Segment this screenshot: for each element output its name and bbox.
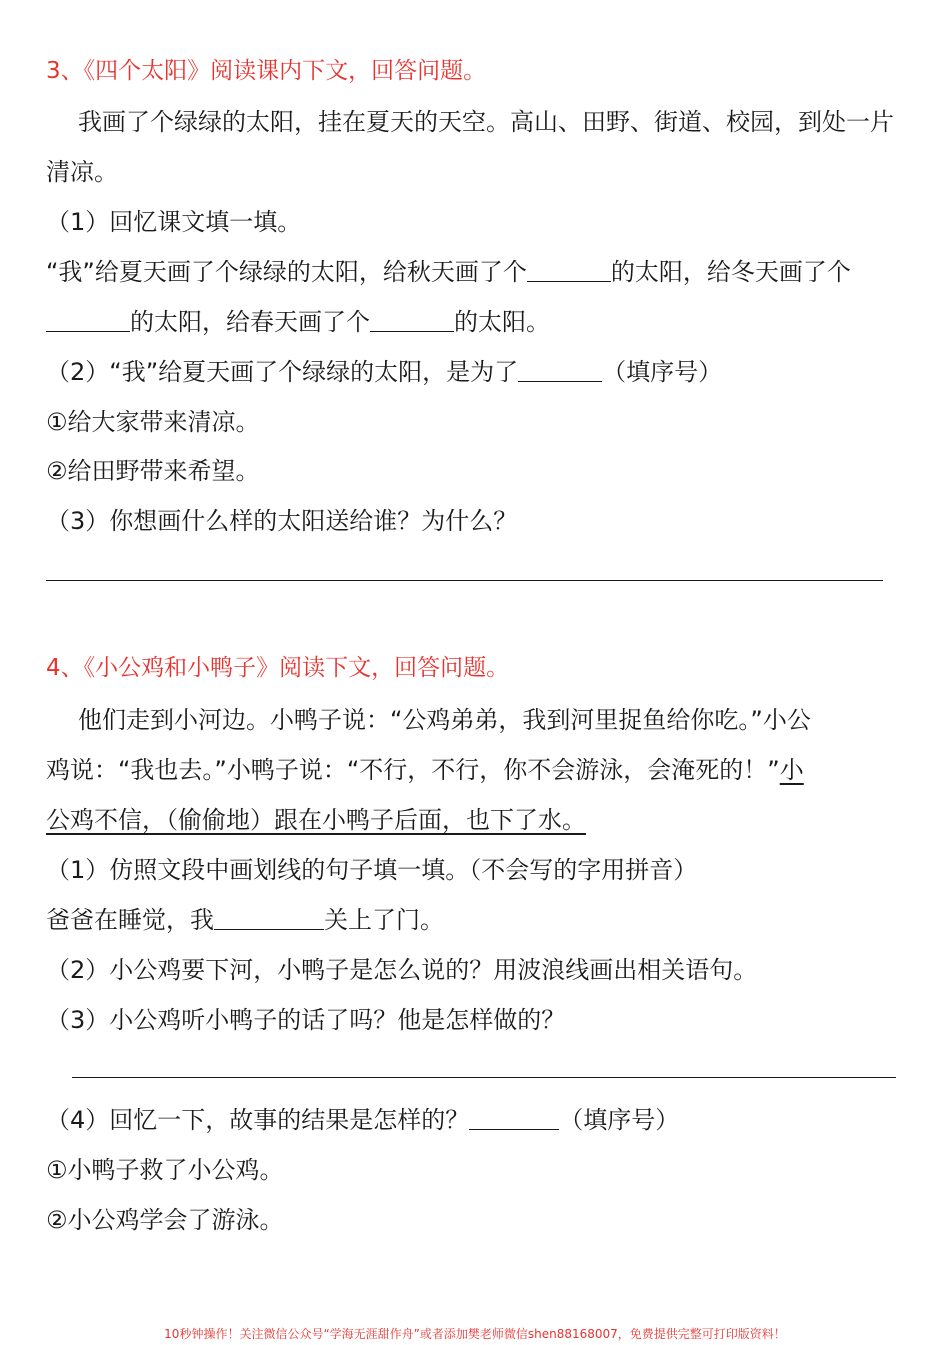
section4-q2-label: （2）小公鸡要下河，小鸭子是怎么说的？用波浪线画出相关语句。 (46, 956, 758, 984)
section4-passage-line1: 他们走到小河边。小鸭子说：“公鸡弟弟，我到河里捉鱼给你吃。”小公 (78, 706, 811, 734)
section3-q3-answer-line[interactable] (46, 580, 883, 581)
q1-text-d: 的太阳。 (454, 308, 550, 336)
section4-q3-answer-line[interactable] (72, 1077, 896, 1078)
section4-q1-label: （1）仿照文段中画划线的句子填一填。（不会写的字用拼音） (46, 856, 698, 884)
section3-q2 (46, 356, 722, 388)
section4-passage-line3 (46, 804, 586, 836)
q1-text-c: 的太阳，给春天画了个 (130, 308, 370, 336)
section4-q4 (46, 1104, 679, 1136)
passage-line2-plain: 鸡说：“我也去。”小鸭子说：“不行，不行，你不会游泳，会淹死的！” (46, 756, 780, 784)
q1-fill-text-a: 爸爸在睡觉，我 (46, 906, 214, 934)
section3-passage-line1: 我画了个绿绿的太阳，挂在夏天的天空。高山、田野、街道、校园，到处一片 (78, 108, 894, 136)
section4-q1-fill (46, 904, 444, 936)
q2-text-b: （填序号） (602, 358, 723, 386)
q1-fill-text-b: 关上了门。 (324, 906, 444, 934)
section3-q1-fill-line2 (46, 306, 550, 338)
section4-q3-label: （3）小公鸡听小鸭子的话了吗？他是怎样做的？ (46, 1006, 566, 1034)
q2-text-a: （2）“我”给夏天画了个绿绿的太阳，是为了 (46, 358, 519, 386)
footer-notice: 10秒钟操作！关注微信公众号“学海无涯甜作舟”或者添加樊老师微信shen88168007，免费提供完整可打印版资料！ (164, 1327, 786, 1341)
q2-answer-blank[interactable] (518, 357, 602, 382)
section4-passage-line2 (46, 754, 804, 786)
section3-q3-label: （3）你想画什么样的太阳送给谁？为什么？ (46, 507, 518, 535)
passage-line3-underlined: 公鸡不信，（偷偷地）跟在小鸭子后面，也下了水。 (46, 806, 586, 834)
section3-q1-label: （1）回忆课文填一填。 (46, 208, 302, 236)
section3-passage-line2: 清凉。 (46, 158, 118, 186)
passage-line2-underlined: 小 (779, 756, 804, 784)
section4-heading: 4、《小公鸡和小鸭子》阅读下文，回答问题。 (46, 655, 510, 681)
section3-q1-fill-line1 (46, 256, 851, 288)
section3-heading: 3、《四个太阳》阅读课内下文，回答问题。 (46, 58, 487, 84)
q1-text-a: “我”给夏天画了个绿绿的太阳，给秋天画了个 (46, 258, 527, 286)
q4-text-b: （填序号） (559, 1106, 680, 1134)
section4-q4-option1: ①小鸭子救了小公鸡。 (46, 1156, 284, 1184)
section3-q2-option2: ②给田野带来希望。 (46, 457, 260, 485)
section4-q4-option2: ②小公鸡学会了游泳。 (46, 1206, 284, 1234)
q1-text-b: 的太阳，给冬天画了个 (610, 258, 851, 286)
winter-sun-blank[interactable] (46, 307, 130, 332)
spring-sun-blank[interactable] (370, 307, 454, 332)
q4-text-a: （4）回忆一下，故事的结果是怎样的？ (46, 1106, 470, 1134)
imitate-sentence-blank[interactable] (214, 905, 324, 930)
q4-answer-blank[interactable] (469, 1105, 559, 1130)
autumn-sun-blank[interactable] (527, 257, 611, 282)
section3-q2-option1: ①给大家带来清凉。 (46, 408, 260, 436)
